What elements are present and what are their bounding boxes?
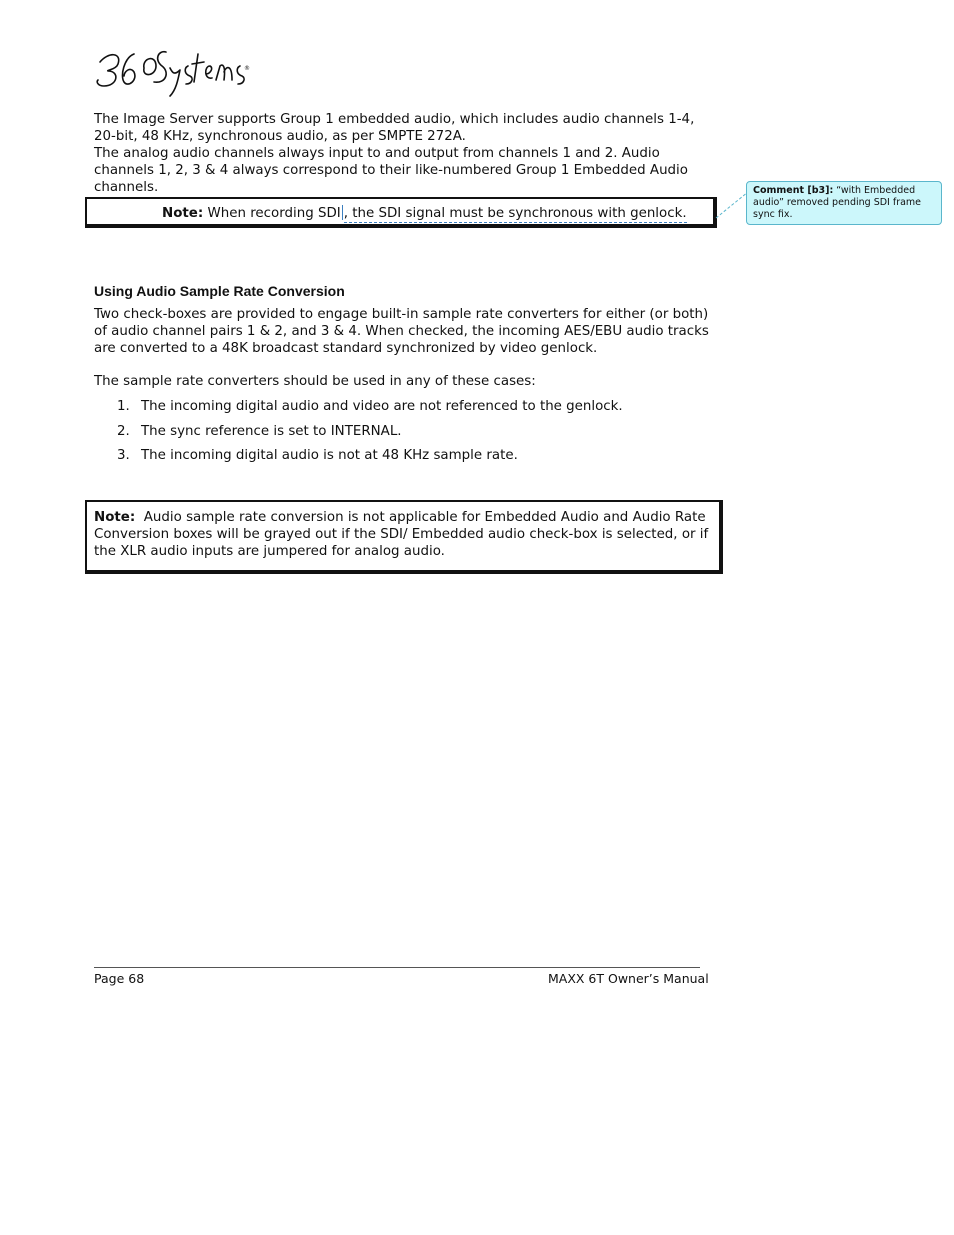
intro-line-1: The Image Server supports Group 1 embedded audio, which includes audio channels 1-4, 20-bit, 48 KHz, synchronous audio, as per SMPTE 272A. (94, 112, 695, 144)
list-item (94, 398, 719, 423)
note-label: Note: (94, 510, 136, 525)
section-heading: Using Audio Sample Rate Conversion (94, 283, 345, 299)
list-number: 1. (117, 399, 130, 414)
note-text-before: When recording SDI (207, 206, 341, 221)
comment-balloon[interactable] (746, 181, 942, 225)
note-label: Note: (162, 206, 204, 221)
comment-label: Comment [b3]: (753, 185, 834, 196)
note-box-genlock (85, 197, 717, 228)
list-item-text: The sync reference is set to INTERNAL. (141, 423, 402, 439)
360-systems-logo (94, 40, 254, 98)
note-box-sample-rate (85, 500, 723, 574)
list-number: 3. (117, 448, 130, 463)
note-body: Audio sample rate conversion is not applicable for Embedded Audio and Audio Rate Conversion boxes will be grayed out if the SDI/ Embedded audio check-box is selected, or if the XLR audio inputs are jumpered for analog audio. (94, 510, 709, 559)
note-text (162, 205, 687, 222)
intro-line-2: The analog audio channels always input to and output from channels 1 and 2. Audio channels 1, 2, 3 & 4 always correspond to their like-numbered Group 1 Embedded Audio channels. (94, 146, 688, 195)
cases-list (94, 398, 719, 472)
list-intro: The sample rate converters should be used in any of these cases: (94, 374, 536, 389)
footer-divider (94, 967, 700, 968)
manual-title: MAXX 6T Owner’s Manual (548, 971, 709, 986)
list-item-text: The incoming digital audio and video are not referenced to the genlock. (141, 399, 623, 414)
insertion-caret (342, 205, 343, 220)
comment-text: “with Embedded audio” removed pending SDI frame sync fix. (753, 185, 922, 220)
note-text (94, 509, 709, 560)
list-item (94, 423, 719, 448)
intro-paragraph (94, 111, 719, 196)
registered-mark: ® (244, 65, 250, 72)
comment-connector-line (714, 190, 750, 220)
section-paragraph: Two check-boxes are provided to engage built-in sample rate converters for either (or both) of audio channel pairs 1 & 2, and 3 & 4. When checked, the incoming AES/EBU audio tracks are converted to a 48K broadcast standard synchronized by video genlock. (94, 307, 709, 356)
page-number: Page 68 (94, 971, 145, 986)
tracked-change-text[interactable]: , the SDI signal must be synchronous with genlock. (343, 206, 687, 221)
list-number: 2. (117, 423, 130, 439)
list-item (94, 447, 719, 472)
list-item-text: The incoming digital audio is not at 48 KHz sample rate. (141, 448, 518, 463)
